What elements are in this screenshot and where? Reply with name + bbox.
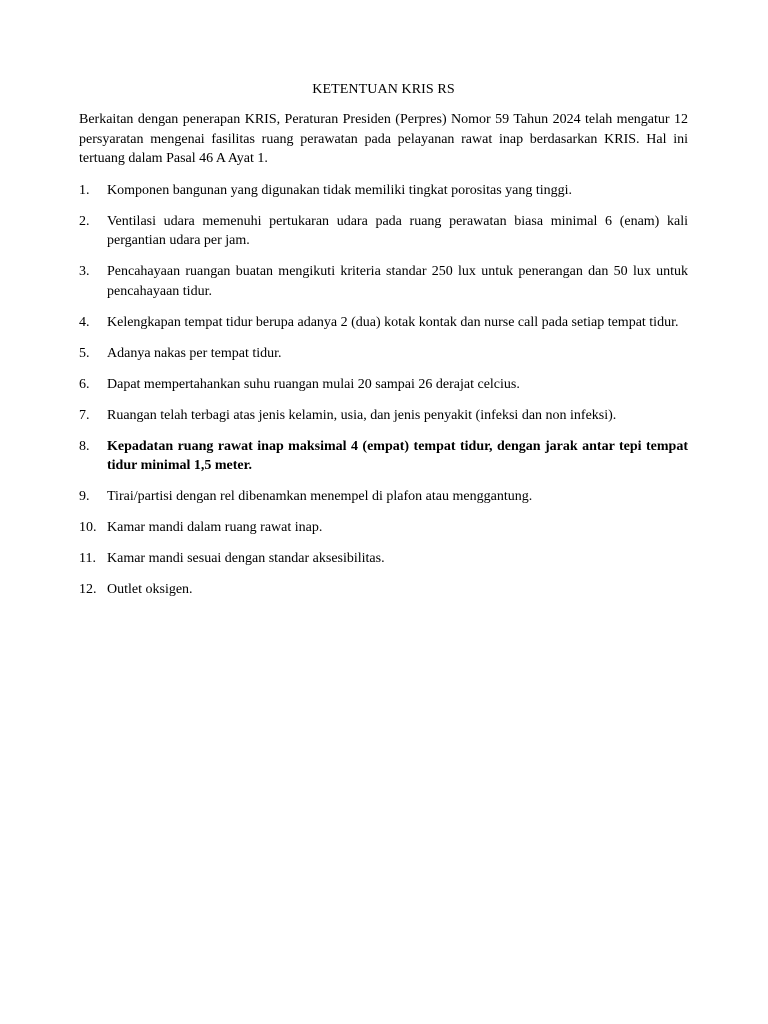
list-item	[79, 518, 688, 538]
list-item-number: 8.	[79, 438, 90, 454]
list-item-number: 12.	[79, 582, 97, 597]
list-item-text: Kelengkapan tempat tidur berupa adanya 2 (dua) kotak kontak dan nurse call pada setiap tempat tidur.	[107, 314, 679, 330]
list-item	[79, 549, 688, 569]
document-page	[79, 80, 688, 611]
list-item-text: Outlet oksigen.	[107, 582, 193, 597]
list-item-number: 7.	[79, 407, 90, 423]
list-item-number: 6.	[79, 376, 90, 392]
list-item-text: Kepadatan ruang rawat inap maksimal 4 (empat) tempat tidur, dengan jarak antar tepi tempat tidur minimal 1,5 meter.	[107, 438, 688, 473]
list-item-text: Kamar mandi dalam ruang rawat inap.	[107, 520, 323, 535]
list-item-text: Kamar mandi sesuai dengan standar aksesibilitas.	[107, 551, 385, 566]
list-item-text: Dapat mempertahankan suhu ruangan mulai 20 sampai 26 derajat celcius.	[107, 376, 520, 392]
list-item-number: 11.	[79, 551, 96, 566]
list-item-number: 3.	[79, 264, 90, 279]
list-item	[79, 375, 688, 395]
list-item-number: 2.	[79, 213, 90, 229]
list-item-number: 4.	[79, 314, 90, 330]
list-item	[79, 406, 688, 426]
list-item	[79, 344, 688, 364]
intro-paragraph: Berkaitan dengan penerapan KRIS, Peraturan Presiden (Perpres) Nomor 59 Tahun 2024 telah mengatur 12 persyaratan mengenai fasilitas ruang perawatan pada pelayanan rawat inap berdasarkan KRIS. Hal ini tertuang dalam Pasal 46 A Ayat 1.	[79, 112, 688, 166]
list-item-number: 10.	[79, 520, 97, 535]
list-item-text: Ventilasi udara memenuhi pertukaran udara pada ruang perawatan biasa minimal 6 (enam) kali pergantian udara per jam.	[107, 213, 688, 248]
list-item	[79, 181, 688, 201]
list-item-text: Tirai/partisi dengan rel dibenamkan menempel di plafon atau menggantung.	[107, 489, 533, 504]
list-item	[79, 487, 688, 507]
list-item-text: Ruangan telah terbagi atas jenis kelamin, usia, dan jenis penyakit (infeksi dan non infeksi).	[107, 407, 617, 423]
list-item	[79, 313, 688, 333]
list-item	[79, 212, 688, 251]
list-item-number: 5.	[79, 345, 90, 361]
list-item-number: 1.	[79, 182, 90, 198]
list-item-text: Pencahayaan ruangan buatan mengikuti kriteria standar 250 lux untuk penerangan dan 50 lux untuk pencahayaan tidur.	[107, 264, 688, 299]
document-title: KETENTUAN KRIS RS	[312, 82, 455, 97]
list-item-text: Adanya nakas per tempat tidur.	[107, 345, 282, 361]
requirements-list	[79, 181, 688, 600]
list-item-text: Komponen bangunan yang digunakan tidak memiliki tingkat porositas yang tinggi.	[107, 182, 573, 198]
list-item	[79, 580, 688, 600]
list-item-number: 9.	[79, 489, 90, 504]
list-item	[79, 262, 688, 301]
list-item-emphasized	[79, 437, 688, 476]
